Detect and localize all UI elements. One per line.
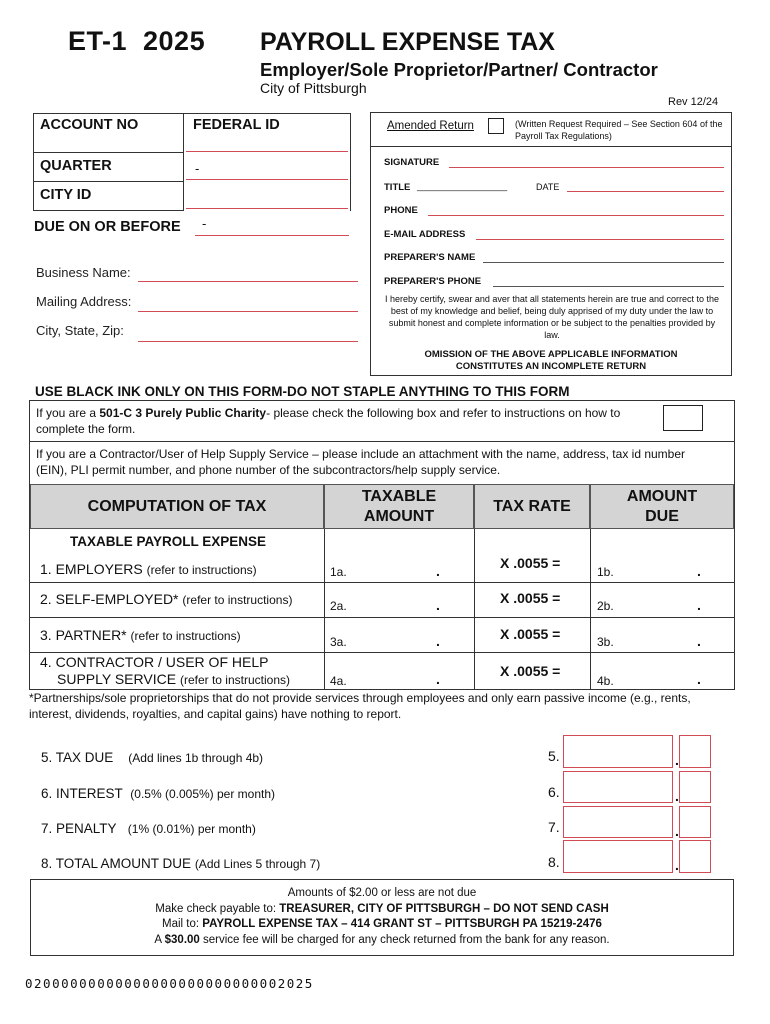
row-4a-dot: . bbox=[436, 671, 440, 687]
contractor-note bbox=[36, 446, 730, 478]
row-3-label: 3. PARTNER* (refer to instructions) bbox=[40, 627, 241, 643]
line-5-dot: . bbox=[675, 752, 679, 768]
row-3b-ref: 3b. bbox=[597, 635, 614, 649]
amended-return-note: (Written Request Required – See Section 604 of the Payroll Tax Regulations) bbox=[515, 119, 723, 141]
row-3b-field[interactable] bbox=[591, 618, 733, 652]
quarter-label: QUARTER bbox=[40, 158, 112, 174]
quarter-field[interactable] bbox=[186, 153, 348, 180]
line-5-dollars-field[interactable] bbox=[563, 735, 673, 768]
federal-id-field[interactable] bbox=[186, 135, 348, 152]
line-5-cents-field[interactable] bbox=[679, 735, 711, 768]
line-5-number: 5. bbox=[548, 748, 560, 764]
footer-line-2: Make check payable to: TREASURER, CITY OF PITTSBURGH – DO NOT SEND CASH bbox=[155, 902, 609, 915]
date-label: DATE bbox=[536, 182, 560, 192]
business-name-field[interactable] bbox=[138, 266, 358, 282]
row-3b-dot: . bbox=[697, 633, 701, 649]
charity-checkbox[interactable] bbox=[663, 405, 703, 431]
form-city: City of Pittsburgh bbox=[260, 80, 367, 96]
payment-instructions bbox=[30, 879, 734, 956]
amended-return-checkbox[interactable] bbox=[488, 118, 504, 134]
phone-label: PHONE bbox=[384, 205, 418, 216]
omission-line-1: OMISSION OF THE ABOVE APPLICABLE INFORMATION bbox=[424, 349, 678, 360]
preparer-phone-label: PREPARER'S PHONE bbox=[384, 276, 482, 287]
ink-instruction: USE BLACK INK ONLY ON THIS FORM-DO NOT STAPLE ANYTHING TO THIS FORM bbox=[35, 384, 570, 399]
line-6-label: 6. INTEREST (0.5% (0.005%) per month) bbox=[41, 786, 276, 801]
head-amount-due: AMOUNT DUE bbox=[590, 484, 734, 529]
form-subtitle: Employer/Sole Proprietor/Partner/ Contractor bbox=[260, 59, 658, 80]
line-8-cents-field[interactable] bbox=[679, 840, 711, 873]
row-4a-ref: 4a. bbox=[330, 674, 347, 688]
row-3-rate: X .0055 = bbox=[500, 626, 561, 642]
head-tax-rate: TAX RATE bbox=[474, 484, 590, 529]
row-1a-dot: . bbox=[436, 563, 440, 579]
partnership-line-1: *Partnerships/sole proprietorships that do not provide services through employees and only earn passive income (e.g., rents, bbox=[29, 691, 691, 705]
line-8-dollars-field[interactable] bbox=[563, 840, 673, 873]
computation-table bbox=[29, 400, 735, 690]
signature-label: SIGNATURE bbox=[384, 157, 440, 168]
phone-field[interactable] bbox=[428, 205, 724, 216]
line-7-number: 7. bbox=[548, 819, 560, 835]
due-date-label: DUE ON OR BEFORE bbox=[34, 219, 181, 235]
section-label: TAXABLE PAYROLL EXPENSE bbox=[70, 534, 267, 549]
footer-line-3: Mail to: PAYROLL EXPENSE TAX – 414 GRANT ST – PITTSBURGH PA 15219-2476 bbox=[162, 918, 602, 930]
charity-pre: If you are a bbox=[36, 406, 100, 420]
footer-line-4: A $30.00 service fee will be charged for any check returned from the bank for any reason. bbox=[154, 933, 610, 946]
line-7-cents-field[interactable] bbox=[679, 806, 711, 838]
mailing-address-label: Mailing Address: bbox=[36, 294, 132, 309]
charity-line-2: complete the form. bbox=[36, 422, 136, 436]
row-3a-dot: . bbox=[436, 633, 440, 649]
date-field[interactable] bbox=[567, 181, 724, 192]
row-1a-ref: 1a. bbox=[330, 565, 347, 579]
federal-id-label: FEDERAL ID bbox=[193, 117, 280, 133]
line-8-dot: . bbox=[675, 857, 679, 873]
line-6-dot: . bbox=[675, 788, 679, 804]
line-8-number: 8. bbox=[548, 854, 560, 870]
city-state-zip-field[interactable] bbox=[138, 324, 358, 342]
preparer-name-field[interactable] bbox=[483, 252, 724, 263]
head-taxable-amount: TAXABLE AMOUNT bbox=[324, 484, 474, 529]
row-1b-dot: . bbox=[697, 563, 701, 579]
row-1-rate: X .0055 = bbox=[500, 555, 561, 571]
line-6-dollars-field[interactable] bbox=[563, 771, 673, 803]
line-5-label: 5. TAX DUE (Add lines 1b through 4b) bbox=[41, 750, 264, 765]
quarter-dash: - bbox=[195, 161, 200, 176]
certification-text: I hereby certify, swear and aver that all statements herein are true and correct to the best of my knowledge and belief, being duly apprised of my duty under the law to submit honest and complete information or be subject to the penalties provided by law. bbox=[384, 294, 719, 340]
city-id-field[interactable] bbox=[186, 182, 348, 209]
row-4a-field[interactable] bbox=[325, 653, 473, 689]
line-7-dot: . bbox=[675, 823, 679, 839]
partnership-line-2: interest, dividends, royalties, and capital gains) have nothing to report. bbox=[29, 707, 402, 721]
omission-line-2: CONSTITUTES AN INCOMPLETE RETURN bbox=[455, 361, 647, 372]
amended-return-label: Amended Return bbox=[387, 120, 474, 132]
contractor-line-1: If you are a Contractor/User of Help Supply Service – please include an attachment with the name, address, tax id number bbox=[36, 447, 686, 461]
title-blank[interactable]: __________________ bbox=[417, 181, 508, 191]
form-revision: Rev 12/24 bbox=[668, 96, 719, 108]
row-2-label: 2. SELF-EMPLOYED* (refer to instructions) bbox=[40, 591, 293, 607]
signature-box bbox=[370, 112, 732, 376]
id-block bbox=[33, 113, 351, 211]
charity-note bbox=[36, 405, 656, 437]
scan-line-digits: 02000000000000000000000000002025 bbox=[25, 976, 314, 991]
row-4-rate: X .0055 = bbox=[500, 663, 561, 679]
line-7-label: 7. PENALTY (1% (0.01%) per month) bbox=[41, 821, 256, 836]
account-no-label: ACCOUNT NO bbox=[40, 117, 139, 133]
row-1b-field[interactable] bbox=[591, 546, 733, 582]
city-state-zip-label: City, State, Zip: bbox=[36, 323, 124, 338]
line-7-dollars-field[interactable] bbox=[563, 806, 673, 838]
charity-post: - please check the following box and refer to instructions on how to bbox=[266, 406, 621, 420]
row-1-label: 1. EMPLOYERS (refer to instructions) bbox=[40, 561, 257, 577]
signature-field[interactable] bbox=[449, 157, 724, 168]
row-2a-ref: 2a. bbox=[330, 599, 347, 613]
account-no-field[interactable] bbox=[36, 133, 180, 151]
mailing-address-field[interactable] bbox=[138, 295, 358, 312]
row-1b-ref: 1b. bbox=[597, 565, 614, 579]
line-8-label: 8. TOTAL AMOUNT DUE (Add Lines 5 through 7) bbox=[41, 856, 321, 871]
business-name-label: Business Name: bbox=[36, 265, 131, 280]
due-date-field[interactable] bbox=[195, 218, 349, 236]
city-id-label: CITY ID bbox=[40, 187, 92, 203]
email-label: E-MAIL ADDRESS bbox=[384, 229, 466, 240]
preparer-name-label: PREPARER'S NAME bbox=[384, 252, 476, 263]
row-4b-ref: 4b. bbox=[597, 674, 614, 688]
row-2a-field[interactable] bbox=[325, 583, 473, 617]
line-6-cents-field[interactable] bbox=[679, 771, 711, 803]
partnership-note bbox=[29, 690, 749, 722]
row-4b-field[interactable] bbox=[591, 653, 733, 689]
preparer-phone-field[interactable] bbox=[493, 276, 724, 287]
form-title: PAYROLL EXPENSE TAX bbox=[260, 28, 555, 56]
row-2b-field[interactable] bbox=[591, 583, 733, 617]
form-code: ET-1 2025 bbox=[68, 26, 206, 56]
row-2-rate: X .0055 = bbox=[500, 590, 561, 606]
title-label: TITLE bbox=[384, 182, 411, 193]
row-2a-dot: . bbox=[436, 597, 440, 613]
row-2b-ref: 2b. bbox=[597, 599, 614, 613]
row-1a-field[interactable] bbox=[325, 546, 473, 582]
email-field[interactable] bbox=[476, 229, 724, 240]
line-6-number: 6. bbox=[548, 784, 560, 800]
row-3a-ref: 3a. bbox=[330, 635, 347, 649]
row-3a-field[interactable] bbox=[325, 618, 473, 652]
contractor-line-2: (EIN), PLI permit number, and phone number of the subcontractors/help supply service. bbox=[36, 463, 501, 477]
row-4b-dot: . bbox=[697, 671, 701, 687]
head-computation: COMPUTATION OF TAX bbox=[30, 484, 324, 529]
charity-bold: 501-C 3 Purely Public Charity bbox=[99, 406, 267, 420]
due-date-dash: - bbox=[202, 216, 207, 231]
footer-line-1: Amounts of $2.00 or less are not due bbox=[287, 887, 477, 899]
row-2b-dot: . bbox=[697, 597, 701, 613]
row-4-label: 4. CONTRACTOR / USER OF HELP SUPPLY SERVICE (refer to instructions) bbox=[40, 654, 290, 687]
